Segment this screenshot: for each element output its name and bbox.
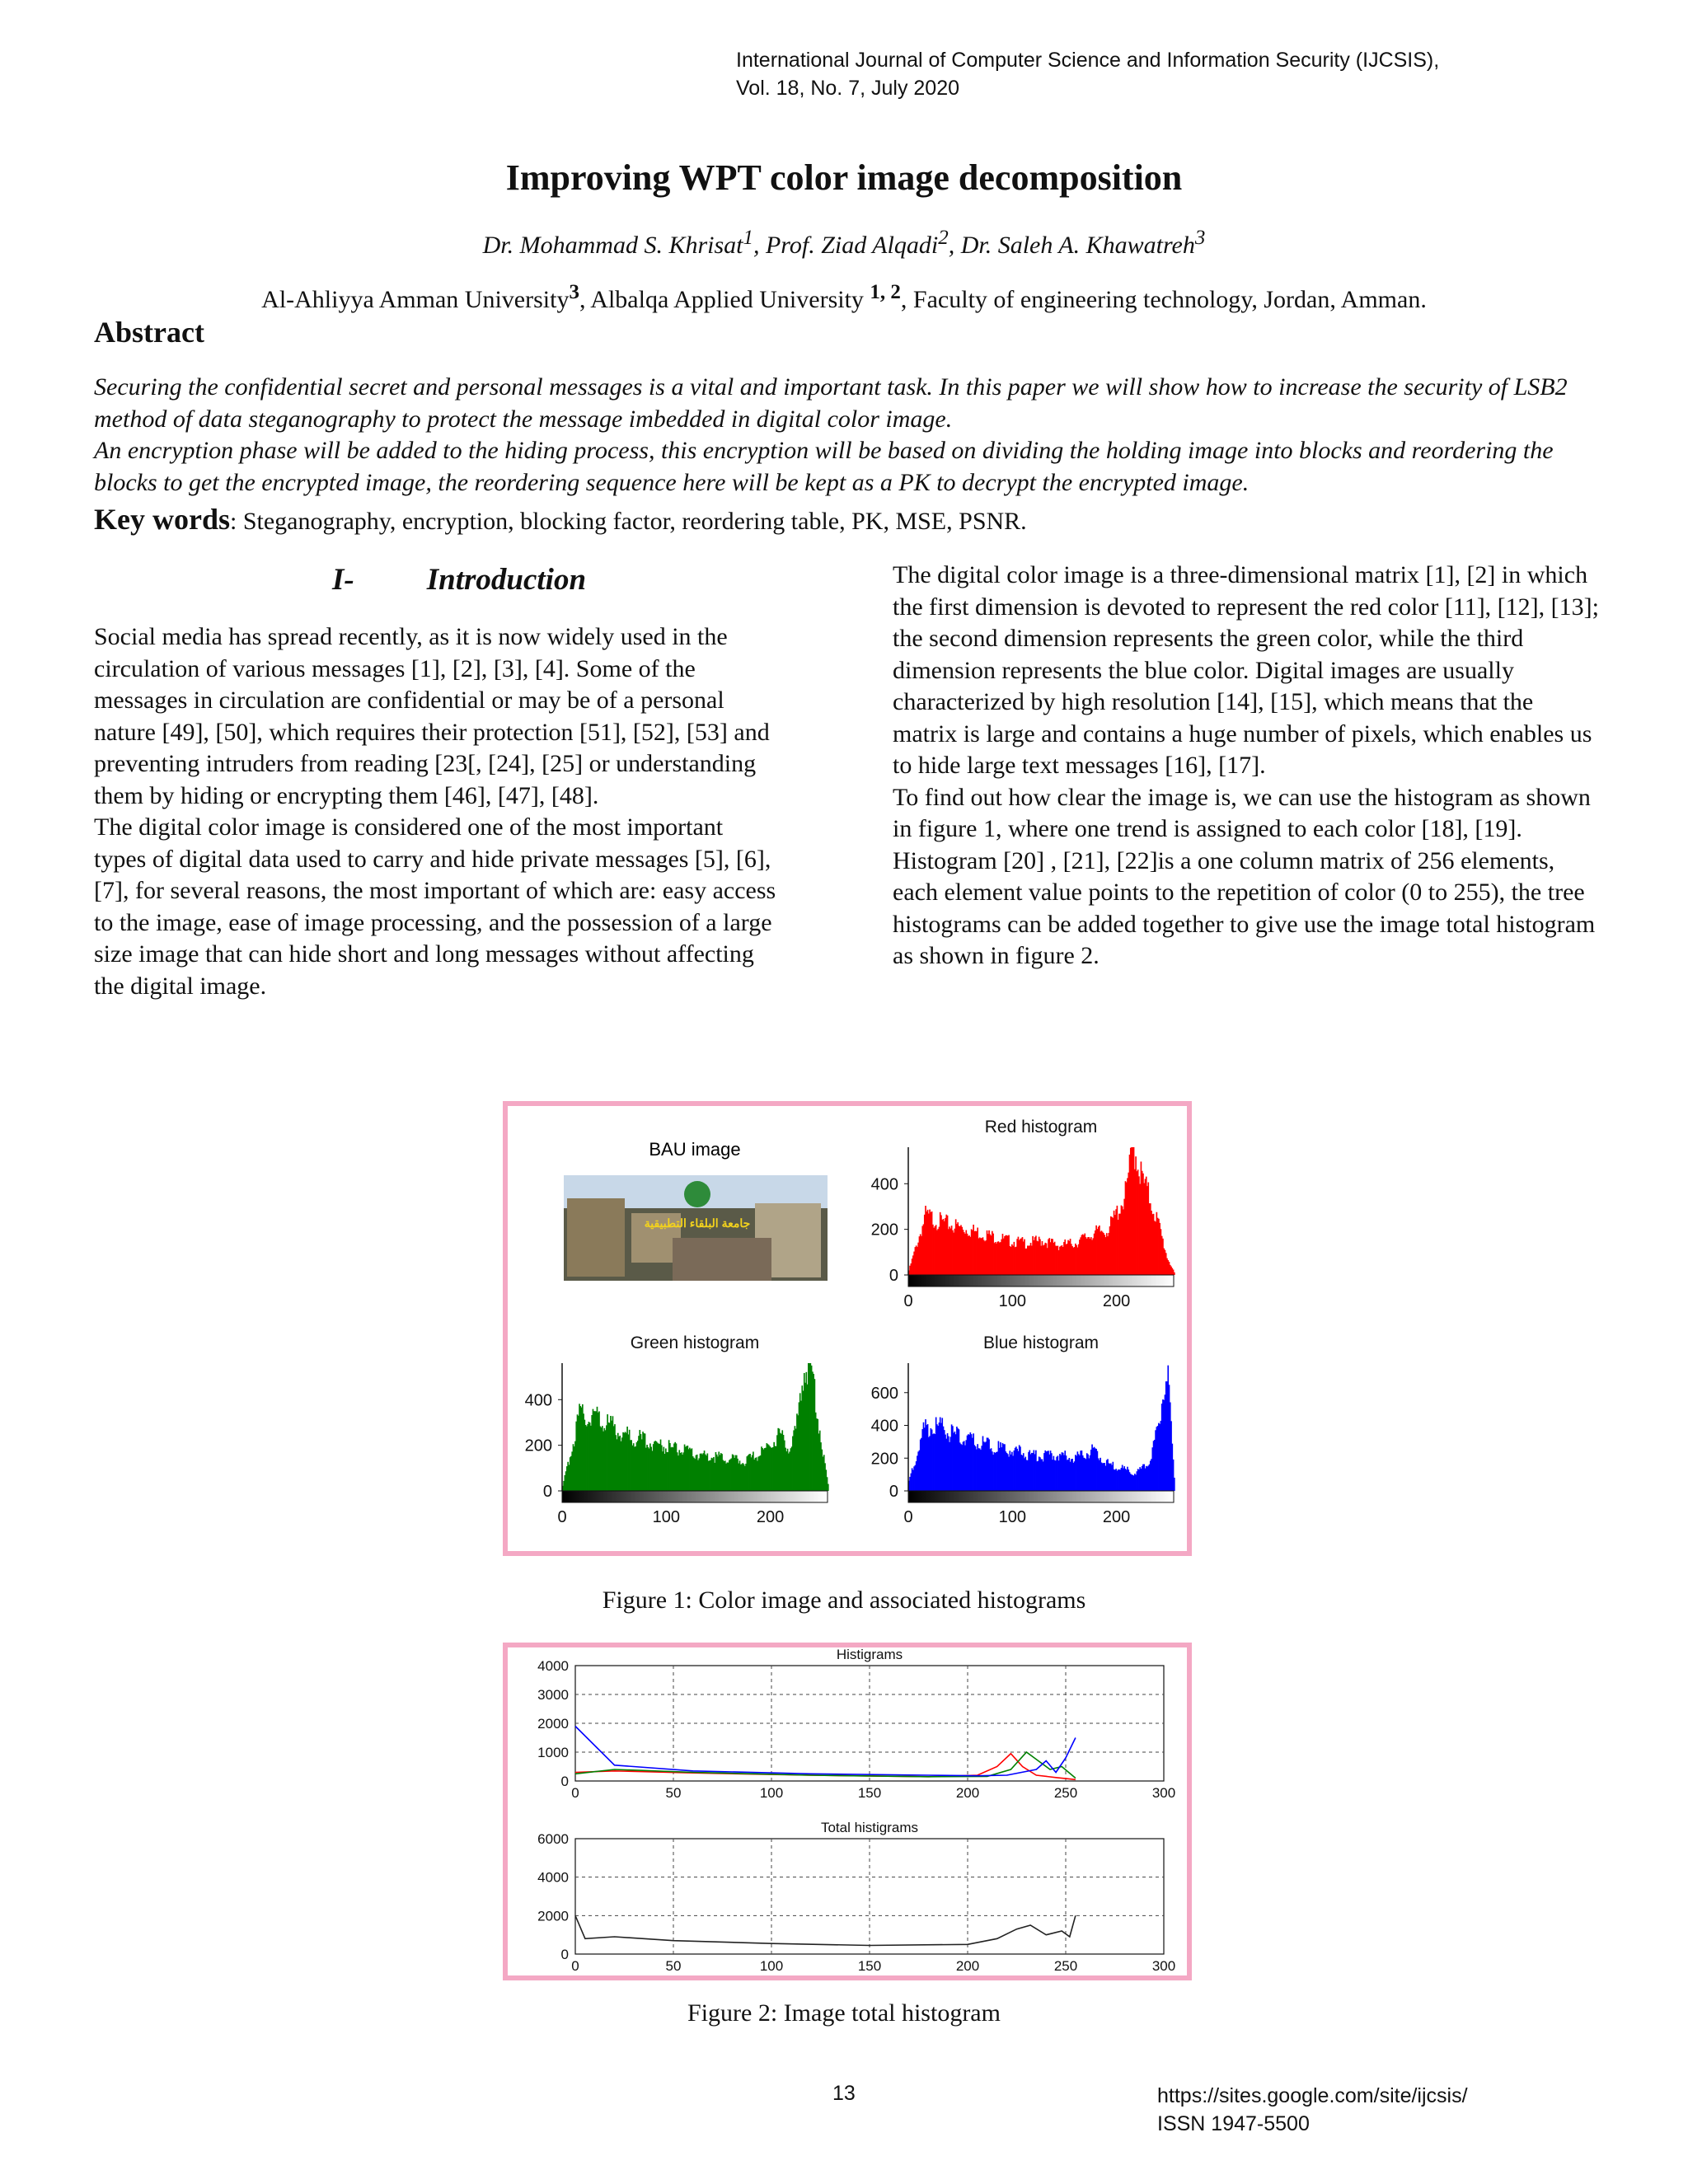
x-tick-label: 200 — [1102, 1292, 1131, 1310]
x-tick-label: 200 — [955, 1958, 980, 1974]
x-tick-label: 0 — [571, 1958, 579, 1974]
footer-info — [1157, 2082, 1468, 2138]
affiliation-line — [0, 281, 1688, 314]
histograms-line-chart — [537, 1647, 1175, 1801]
body-paragraph: The digital color image is considered one of the most important types of digital data used to carry and hide private messages [5], [6], [7], for several reasons, the most important of which are: easy access to the image, ease of image processing, and the possession of a large size image that can hide short and long messages without affecting the digital image. — [94, 813, 776, 1000]
keywords-line — [94, 502, 1027, 537]
y-tick-label: 2000 — [537, 1716, 569, 1732]
x-tick-label: 0 — [903, 1292, 913, 1310]
x-tick-label: 100 — [998, 1508, 1026, 1526]
figure-2-canvas — [508, 1647, 1187, 1975]
affiliation-part: Al-Ahliyya Amman University — [261, 286, 570, 313]
y-tick-label: 2000 — [537, 1908, 569, 1924]
histogram-bar — [1174, 1478, 1175, 1491]
figure-2 — [503, 1643, 1192, 1980]
abstract-heading: Abstract — [94, 316, 204, 349]
y-tick-label: 0 — [542, 1483, 552, 1501]
left-column — [94, 621, 778, 1002]
y-tick-label: 0 — [889, 1267, 898, 1285]
abstract-body — [94, 372, 1602, 499]
body-paragraph: The digital color image is a three-dimensional matrix [1], [2] in which the first dimension is devoted to represent the red color [11], [12], [13]; the second dimension represents the green color, while the third dimension represents the blue color. Digital images are usually characterized by high resolution [14], [15], which means that the matrix is large and contains a huge number of pixels, which enables us to hide large text messages [16], [17]. — [893, 561, 1599, 779]
x-tick-label: 0 — [571, 1785, 579, 1801]
affiliation-sup: 1, 2 — [870, 281, 901, 303]
y-tick-label: 3000 — [537, 1687, 569, 1703]
body-paragraph: Social media has spread recently, as it is now widely used in the circulation of various messages [1], [2], [3], [4]. Some of the messages in circulation are confidential or may be of a personal nature [49], [50], which requires their protection [51], [52], [53] and preventing intruders from reading [23[, [24], [25] or understanding them by hiding or encrypting them [46], [47], [48]. — [94, 623, 770, 809]
journal-volume: Vol. 18, No. 7, July 2020 — [736, 77, 960, 100]
total-series-line — [575, 1915, 1076, 1945]
intensity-colorbar — [908, 1275, 1174, 1286]
body-paragraph: To find out how clear the image is, we can use the histogram as shown in figure 1, where one trend is assigned to each color [18], [19]. Histogram [20] , [21], [22]is a one column matrix of 256 elements, each element value points to the repetition of color (0 to 255), the tree histograms can be added together to give use the image total histogram as shown in figure 2. — [893, 783, 1596, 969]
keywords-label: Key words — [94, 503, 230, 536]
keywords-text: : Steganography, encryption, blocking factor, reordering table, PK, MSE, PSNR. — [230, 508, 1027, 535]
chart-title: Blue histogram — [982, 1333, 1100, 1352]
y-tick-label: 4000 — [537, 1658, 569, 1674]
section-number: I- — [332, 563, 354, 597]
author-name: Dr. Mohammad S. Khrisat — [482, 232, 743, 259]
total-histogram-line-chart — [537, 1820, 1175, 1974]
author-separator: , — [753, 232, 766, 259]
y-tick-label: 400 — [870, 1175, 898, 1194]
author-list — [0, 227, 1688, 260]
affiliation-sup: 3 — [569, 281, 579, 303]
x-tick-label: 250 — [1053, 1785, 1078, 1801]
issn: ISSN 1947-5500 — [1157, 2112, 1310, 2135]
x-tick-label: 50 — [665, 1785, 682, 1801]
photo-building — [567, 1198, 625, 1277]
affiliation-part: , Albalqa Applied University — [579, 286, 870, 313]
y-tick-label: 6000 — [537, 1831, 569, 1847]
x-tick-label: 0 — [903, 1508, 913, 1526]
journal-header — [736, 46, 1439, 102]
x-tick-label: 100 — [759, 1958, 784, 1974]
author-name: Prof. Ziad Alqadi — [765, 232, 939, 259]
y-tick-label: 0 — [560, 1774, 569, 1789]
y-tick-label: 200 — [870, 1450, 898, 1469]
x-tick-label: 0 — [557, 1508, 567, 1526]
x-tick-label: 100 — [652, 1508, 680, 1526]
x-tick-label: 300 — [1151, 1785, 1176, 1801]
x-tick-label: 200 — [756, 1508, 785, 1526]
figure-1-caption: Figure 1: Color image and associated histograms — [602, 1586, 1086, 1614]
chart-title: Total histigrams — [820, 1820, 919, 1835]
section-title: Introduction — [426, 563, 587, 597]
author-separator: , — [948, 232, 961, 259]
chart-title: Green histogram — [630, 1333, 760, 1352]
chart-title: Histigrams — [836, 1647, 903, 1662]
journal-name: International Journal of Computer Science and Information Security (IJCSIS), — [736, 49, 1440, 72]
y-tick-label: 600 — [870, 1384, 898, 1403]
x-tick-label: 250 — [1053, 1958, 1078, 1974]
author-affil-sup: 3 — [1194, 227, 1206, 249]
y-tick-label: 1000 — [537, 1745, 569, 1760]
affiliation-part: , Faculty of engineering technology, Jordan, Amman. — [900, 286, 1427, 313]
x-tick-label: 200 — [1102, 1508, 1131, 1526]
chart-title: Red histogram — [984, 1118, 1098, 1137]
x-tick-label: 150 — [857, 1958, 882, 1974]
x-tick-label: 50 — [665, 1958, 682, 1974]
figure-2-caption: Figure 2: Image total histogram — [687, 1999, 1001, 2027]
intensity-colorbar — [562, 1491, 828, 1502]
x-tick-label: 100 — [759, 1785, 784, 1801]
right-column — [893, 560, 1601, 972]
image-title: BAU image — [649, 1139, 741, 1160]
author-affil-sup: 1 — [743, 227, 753, 249]
abstract-paragraph: Securing the confidential secret and personal messages is a vital and important task. In this paper we will show how to increase the security of LSB2 method of data steganography to protect the message imbedded in digital color image. — [94, 373, 1568, 433]
journal-url: https://sites.google.com/site/ijcsis/ — [1157, 2084, 1468, 2107]
x-tick-label: 200 — [955, 1785, 980, 1801]
red-histogram-chart — [871, 1118, 1175, 1310]
abstract-paragraph: An encryption phase will be added to the hiding process, this encryption will be based on dividing the holding image into blocks and reordering the blocks to get the encrypted image, the reordering sequence here will be kept as a PK to decrypt the encrypted image. — [94, 437, 1554, 496]
bau-photo — [564, 1175, 828, 1281]
y-tick-label: 0 — [560, 1947, 569, 1962]
university-logo-icon — [684, 1181, 710, 1207]
y-tick-label: 400 — [524, 1391, 552, 1410]
author-affil-sup: 2 — [938, 227, 949, 249]
green-histogram-chart — [525, 1333, 829, 1526]
y-tick-label: 200 — [870, 1221, 898, 1240]
x-tick-label: 300 — [1151, 1958, 1176, 1974]
figure-1-canvas — [508, 1106, 1187, 1551]
y-tick-label: 4000 — [537, 1869, 569, 1886]
x-tick-label: 100 — [998, 1292, 1026, 1310]
photo-overlay-text: جامعة البلقاء التطبيقية — [644, 1216, 751, 1230]
y-tick-label: 200 — [524, 1436, 552, 1455]
y-tick-label: 0 — [889, 1483, 898, 1501]
blue-histogram-chart — [871, 1333, 1175, 1526]
figure-1 — [503, 1101, 1192, 1556]
y-tick-label: 400 — [870, 1417, 898, 1436]
histogram-bar — [828, 1484, 829, 1491]
section-heading — [332, 562, 586, 598]
x-tick-label: 150 — [857, 1785, 882, 1801]
blue-series-line — [575, 1727, 1076, 1776]
author-name: Dr. Saleh A. Khawatreh — [960, 232, 1195, 259]
photo-street — [673, 1238, 771, 1281]
page-number: 13 — [832, 2082, 856, 2105]
paper-title: Improving WPT color image decomposition — [505, 157, 1183, 198]
plot-frame — [575, 1839, 1164, 1954]
intensity-colorbar — [908, 1491, 1174, 1502]
